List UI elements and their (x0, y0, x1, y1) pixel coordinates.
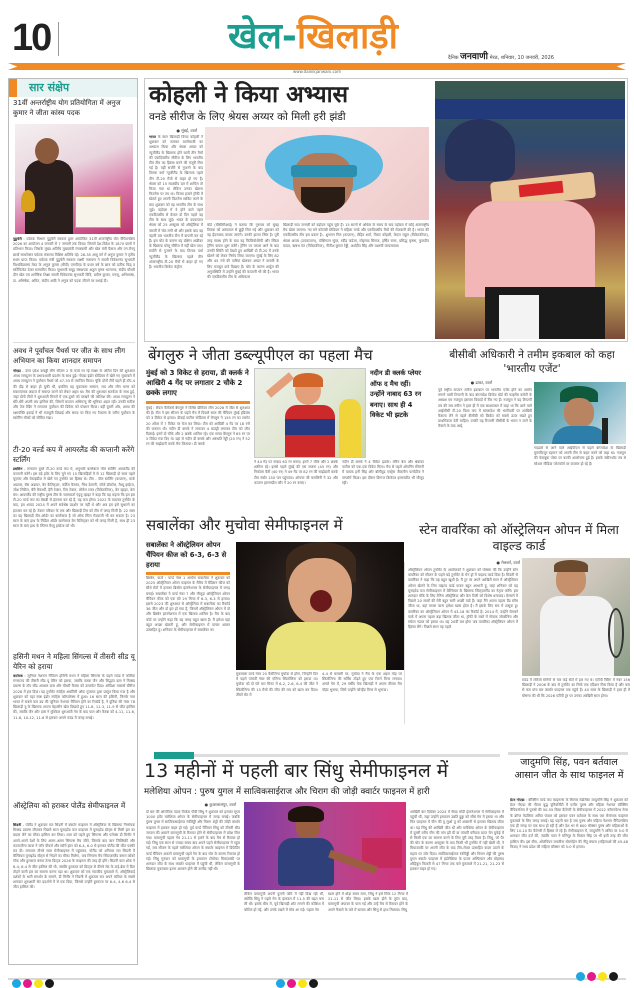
bcb-headline[interactable]: बीसीबी अधिकारी ने तमीम इकबाल को कहा 'भारतीय एजेंट' (449, 349, 615, 375)
jadumani-body: ग्रेटर नोएडा : बॉक्सिंग वर्ल्ड कप फाइनल्स के सिल्वर मेडलिस्ट जादुमणि सिंह ने शुक्रवार को ग्रेटर नोएडा की गौतम बुद्ध यूनिवर्सिटी में एलीट पुरुष और महिला नेशनल बॉक्सिंग चैंपियनशिप में पुरुषों की 50-55 किग्रा कैटेगरी के सेमीफाइनल में 2022 कॉमनवेल्थ गेम्स के ब्रॉन्ज मेडलिस्ट अमित पंघाल को हराकर पवन बर्तवाल के साथ एक रोमांचक फाइनल मुकाबले के लिए जगह बनाई। यह पहली बार है जब पुरुष और महिला नेशनल चैंपियनशिप एक ही जगह पर एक साथ हो रही हैं और देश भर से 600 बॉक्सर पुरुष और महिलाओं के लिए 10-10 वेट कैटेगरी में हिस्सा ले रहे हैं। सेमीफाइनल में, जादुमणि ने अमित पर 5:0 से शानदार जीत दर्ज की, जबकि पवन ने मणिपुर के विक्टर सिंह पर भी इसी तरह की जीत हासिल की। इस बीच, ओलंपियन लवलीना बोरगोहेन की नीतू घंघास (महिलाओं की 45-48 किग्रा) ने मध्य प्रदेश की महिला बॉक्सर को 5:0 से हराया। (510, 798, 628, 849)
sabalenka-story (144, 512, 400, 724)
jadumani-dateline: ग्रेटर नोएडा (510, 798, 525, 802)
sidebar-story-3-body: डबलिन - लगातार दूसरे टी-20 वर्ल्ड कप में, अनुभवी बल्लेबाज पॉल स्टर्लिंग आयरलैंड की कप्तानी करेंगे। इस बड़े इवेंट के लिए चुने गए 15 खिलाड़ियों में से 12 खिलाड़ी दो साल पहले यूएसए और वेस्टइंडीज में खेले गए टूर्नामेंट का हिस्सा थे। टीम - पॉल स्टर्लिंग (कप्तान), मार्क अडायर, रॉस अडायर, बेन कैलिट्ज़र, कर्टिस कैम्फर, गैरेथ डेलानी, जॉर्ज डॉकरेल, मैथ्यू हम्फ्रेज, जोश लिटिल, बैरी मैकार्थी, हैरी टेक्टर, टिम टेक्टर, लोर्कन टकर (विकेटकीपर), बेन व्हाइट, क्रेग यंग। आयरलैंड की राष्ट्रीय पुरुष टीम के चयनकर्ता एंड्रयू व्हाइट ने कहा कि यह कहना कि हम इस टी-20 वर्ल्ड कप का बेसब्री से इंतजार कर रहे हैं, यह कम होगा। 2022 के यादगार टूर्नामेंट के बाद, हम शायद 2024 में अपने सर्वश्रेष्ठ प्रदर्शन पर नहीं थे और अब हम इसे सुधारने का इंतजार कर रहे हैं। टेक्टर परिवार के एक और खिलाड़ी टिम को टीम में जगह मिली है। 22 साल का यह खिलाड़ी टीम-ऑर्डर का बल्लेबाज है जो ऑफ स्पिन गेंदबाजी भी कर सकता है। 23 साल के बाएं हाथ के मिडिल ऑर्डर बल्लेबाज बेन कैलिट्ज़र को भी जगह मिली है, साथ ही 23 साल के बाएं हाथ के स्पिनर मैथ्यू हम्फ्रेज को भी। (13, 467, 135, 529)
sidebar-divider (13, 342, 135, 343)
photo-mouth (310, 590, 332, 612)
bcb-photo-caption: गाइडर्स से आने वाले आईपीएल से पहले बांग्लादेश के खिलाड़ी मुस्तफिजुर रहमान को अपनी टीम से बाहर करने को कहा था। नजमुल की फेसबुक पोस्ट पर काफी आलोचना हुई है। इसके स्क्रीनशॉट तब से सोशल मीडिया प्लेटफॉर्म पर वायरल हो रहे हैं। (534, 446, 626, 466)
registration-dots-middle (276, 973, 320, 988)
sindhu-byline-text: कुआलालंपुर, वार्ता (209, 802, 236, 807)
sabalenka-subheadline-underline (146, 572, 230, 575)
sabalenka-photo (236, 542, 404, 670)
sidebar-story-4-text: जूनियर नेशनल चैंपियन हसिनी मथन ने महिला सिंगल्स के पहले राउंड में कोरिया गणराज्य की तीसरी सीड यू येरिन को हराया, जबकि पलक जैन और सिद्धांत दास ने मिक्स्ड डबल्स के टॉप सीड अवधार दास और चौधरी कैरबा को उलटफेर दिया। ओडिशा मास्टर्स सीरीज 2026 में हार दिया। यह टूर्नामेंट स्पोर्ट्स अथॉरिटी ऑफ गुजरात द्वारा प्रस्तुत किया गया है और शुक्रवार को यहां स्पष्ट इंडोर स्पोर्ट्स कॉम्पलेक्स में हुआ। 16 साल की हसिनी, जिनके नाम भारत में सबसे कम उम्र की जूनियर नेशनल चैंपियन होने का रिकॉर्ड है, ने दुनिया की नंबर 78 खिलाड़ी यू के खिलाफ अपना बेहतरीन खेल दिखाते हुए 11-8, 11-3, 11-9 से जीत हासिल की, जबकि जैन और दास ने मुश्किल शुरुआती गेम के बाद पाल और कैरबा को 4-11, 11-6, 11-8, 10-12, 11-6 से हराकर अगले राउंड में जगह बनाई। (13, 674, 135, 720)
paper-prefix: दैनिक (448, 55, 459, 61)
sidebar-header-accent (9, 79, 17, 97)
black-dot (609, 972, 618, 981)
sidebar-story-5-dateline: सिडनी (13, 823, 22, 827)
registration-dots-right (576, 966, 620, 985)
section-title-part2: खिलाड़ी (296, 16, 398, 57)
photo-shirt (266, 622, 386, 670)
sindhu-photo (244, 802, 406, 890)
photo-player-jersey-band (285, 419, 335, 435)
masthead (0, 0, 634, 76)
wawrinka-byline-text: मेलबर्न, वार्ता (501, 560, 520, 565)
section-title-part1: खेल- (228, 16, 297, 57)
sindhu-byline (146, 802, 236, 808)
magenta-dot (587, 972, 596, 981)
photo-figure-head (35, 138, 59, 164)
dateline: मेरठ, शनिवार, 10 जनवरी, 2026 (489, 55, 554, 61)
bcb-byline (438, 380, 492, 386)
sidebar-story-1-body: पुडुचेरी - पर्यटक विभाग पुडुचेरी सरकार द्वारा आयोजित 31वीं अन्तर्राष्ट्रीय योग चैंपियनशिप 2026 का आयोजन 4 जनवरी से 7 जनवरी तक किया। जिसमें देश-विदेश के 1870 छात्रों ने प्रतिभाग किया। जिसके मुख्य अतिथि मुख्यमंत्री रंगास्वामी और खेल मंत्री फैसल और एन.मैनपू छात्रों साथरेक्टर पर्यटक मंत्रालय विशिष्ट अतिथि रहे। 28-35 आयु वर्ग में अनुज कुमार ने तृतीय स्थान प्राप्त किया। पर्यटक मंत्री पुडुचेरी सरकार लक्ष्मी नारायण ने स्वामी विवेकानंद सुभारती विश्वविद्यालय मेरठ के अनुज कुमार (बीपी) एमपीएड के प्रथम वर्ष के छात्र को प्रतीक चिह्न व सर्टिफिकेट देकर सम्मानित किया। सुभारती समूह संस्थापक अतुल कृष्ण भटनागर, संदीप चौधरी डीन खेल एवं शारीरिक शिक्षा स्वामी विवेकानंद सुभारती विवि, प्रवीण कुमार, मनसू, अभिलाषा, डा. अभिषेक, अमित, संदीप आदि ने अनुज को पदक जीतने पर बधाई दी। (13, 237, 135, 283)
wpl-body-col1: मुंबई : रॉयल चैलेंजर्स बेंगलुरु ने विमेंस प्रीमियर लीग 2026 में जीत से शुरुआत की है। टीम ने इस सीजन के पहले मैच में पिछले साल की चैंपियन मुंबई इंडियंस को 3 विकेट से हराया। डीवाई पाटील स्टेडियम में बेंगलुरु ने 155 रन का टारगेट 20 ओवर में 7 विकेट पर चेज कर लिया। टीम को आखिरी 4 गेंद पर 18 रनों की जरूरत थी। नदीन डी क्लर्क ने लगातार 4 बाउंड्री लगाकर टीम को जीत दिलाई। इनमें दो चौके और 2 छक्के शामिल रहे। एक समय बेंगलुरु ने 65 रन पर 5 विकेट गंवा दिए थे। यहां से नदीन डी क्लर्क और अरुंधति रेड्डी (20 रन) ने 52 रन की साझेदारी करके मैच जिताया। डी क्लर्क (146, 406, 250, 447)
wpl-photo (254, 368, 366, 458)
section-title (228, 14, 398, 60)
photo-trophy (21, 190, 35, 212)
sidebar-story-5-text: पोलैंड ने शुक्रवार रात सिडनी में क्वार्टर फाइनल में ऑस्ट्रेलिया के खिलाफ निर्णायक मिक्स्ड डबल्स जीतकर पिछले साल यूनाइटेड कप फाइनल में यूनाइटेड स्टेट्स से मिली हार का बदला लेने का मौका हासिल कर लिया। शाम को पहले हुए सिंगल्स और एलेक्स डी मिनौर ने अपने-अपने देशों के लिए अलग-अलग सिंगल्स मैच जीते, जिसके बाद जान जिलिंस्की और कटारज़ीना कावा ने जॉन पीयर्स और स्टॉर्म हंटर को 6-4, 6-0 से हराकर पोलैंड की जीत पक्की कर दी। लगातार तीसरे साल सेमीफाइनल में पहुंचकर, पोलैंड को शनिवार रात सिडनी में बेल्जियम यूनाइटेड स्टेट्स से भिड़ने का मौका मिलेगा, जब सिंगल्स मैच स्विटज़रलैंड बनाम कोको गॉफ और हुरकाज बनाम टेलर फ्रिट्ज़ 2026 के फाइनल की तरह ही होंगे। सिडनी वाल शोक ने 6-4, 6-4 से जीत हासिल की थी, जबकि हुरकाज को फ्रिट्ज़ से तीसरे सेट के टाई-ब्रेक में दिल तोड़ने वाली हार का सामना करना पड़ा था। शुक्रवार को एक नाटकीय मुकाबले में, ऑस्ट्रेलियाई दर्शकों के भारी समर्थन के सामने, डी मिनौर ने सिडनी में शुक्रवार रात अपने करियर के सबसे शानदार शुरुआती सेट प्रदर्शनों में से एक दिया, जिससे उन्होंने हुरकाज पर 6-4, 4-6 6-4 से जीत हासिल की। (13, 823, 135, 890)
photo-player-hair (293, 373, 323, 387)
page-number-divider (58, 22, 59, 56)
yellow-dot (34, 979, 43, 988)
lead-body-col2: बोर्ड (बीसीसीआई) ने बताया कि गुरुवार को सुबह तिलक को अस्पताल से छुट्टी मिल गई और शुक्रवार को वह हैदराबाद वापस जाएंगे। उनकी हालत स्थिर है। पूरी तरह स्वस्थ होने के बाद वह फिजियोथेरेपी और स्किल ट्रेनिंग वापस शुरू करेंगे। ट्रेनिंग पर वापस आने के बाद उनकी स्थिति को देखते हुए आखिरी दो टी-20 में उनके खेलने को लेकर निर्णय लिया जाएगा। मुंबई के लिए 82 और 45 रनों की पारियां खेलकर अय्यर ने वापसी के लिए मजबूत दावे दिखाए हैं। चोट के कारण शार्दुल की अनुपस्थिति में उन्होंने मुंबई की कप्तानी भी की है। भारत की एकदिवसीय टीम के अधिकतर (207, 223, 279, 280)
wpl-photo-caption: नदीन डी क्लर्क प्लेयर ऑफ द मैच रहीं। उन्होंने नाबाद 63 रन बनाए। साथ ही 4 विकेट भी झटके (370, 369, 422, 419)
sidebar-story-1-text: पर्यटक विभाग पुडुचेरी सरकार द्वारा आयोजित 31वीं अन्तर्राष्ट्रीय योग चैंपियनशिप 2026 का आयोजन 4 जनवरी से 7 जनवरी तक किया। जिसमें देश-विदेश के 1870 छात्रों ने प्रतिभाग किया। जिसके मुख्य अतिथि मुख्यमंत्री रंगास्वामी और खेल मंत्री फैसल और एन.मैनपू छात्रों साथरेक्टर पर्यटक मंत्रालय विशिष्ट अतिथि रहे। 28-35 आयु वर्ग में अनुज कुमार ने तृतीय स्थान प्राप्त किया। पर्यटक मंत्री पुडुचेरी सरकार लक्ष्मी नारायण ने स्वामी विवेकानंद सुभारती विश्वविद्यालय मेरठ के अनुज कुमार (बीपी) एमपीएड के प्रथम वर्ष के छात्र को प्रतीक चिह्न व सर्टिफिकेट देकर सम्मानित किया। सुभारती समूह संस्थापक अतुल कृष्ण भटनागर, संदीप चौधरी डीन खेल एवं शारीरिक शिक्षा स्वामी विवेकानंद सुभारती विवि, प्रवीण कुमार, मनसू, अभिलाषा, डा. अभिषेक, अमित, संदीप आदि ने अनुज को पदक जीतने पर बधाई दी। (13, 237, 135, 283)
photo-jersey (465, 201, 595, 297)
wpl-subheadline: मुंबई को 3 विकेट से हराया, डी क्लर्क ने आखिरी 4 गेंद पर लगातार 2 चौके 2 छक्के लगाए (146, 369, 249, 397)
sidebar-story-4-body: कटोरक : जूनियर नेशनल चैंपियन हसिनी मथन ने महिला सिंगल्स के पहले राउंड में कोरिया गणराज्य की तीसरी सीड यू येरिन को हराया, जबकि पलक जैन और सिद्धांत दास ने मिक्स्ड डबल्स के टॉप सीड अवधार दास और चौधरी कैरबा को उलटफेर दिया। ओडिशा मास्टर्स सीरीज 2026 में हार दिया। यह टूर्नामेंट स्पोर्ट्स अथॉरिटी ऑफ गुजरात द्वारा प्रस्तुत किया गया है और शुक्रवार को यहां स्पष्ट इंडोर स्पोर्ट्स कॉम्पलेक्स में हुआ। 16 साल की हसिनी, जिनके नाम भारत में सबसे कम उम्र की जूनियर नेशनल चैंपियन होने का रिकॉर्ड है, ने दुनिया की नंबर 78 खिलाड़ी यू के खिलाफ अपना बेहतरीन खेल दिखाते हुए 11-8, 11-3, 11-9 से जीत हासिल की, जबकि जैन और दास ने मुश्किल शुरुआती गेम के बाद पाल और कैरबा को 4-11, 11-6, 11-8, 10-12, 11-6 से हराकर अगले राउंड में जगह बनाई। (13, 674, 135, 720)
photo-player-arm (266, 372, 294, 397)
wawrinka-body-col2: राउंड में लोरेंजो सोनेगो से चार कड़े सेटों में हार गए थे। एटीपी रैंकिंग में नंबर 156 खिलाड़ी ने 2006 के बाद से टूर्नामेंट का सिर्फ एक एडिशन मिस किया है और कम से कम पांच बार क्वार्टर फाइनल तक पहुंचे हैं। 40 साल के खिलाड़ी ने हाल ही में घोषणा की थी कि 2026 एटीपी टूर पर उनका आखिरी साल होगा। (522, 678, 630, 698)
photo-helmet (445, 119, 515, 181)
sidebar-story-2-dateline: नोएडा (13, 369, 21, 373)
magenta-dot (287, 979, 296, 988)
lead-photo-iyer (205, 127, 429, 220)
registration-dots-left (12, 973, 56, 988)
lead-body-lead: भारत (149, 135, 156, 139)
wawrinka-body-col1: ऑस्ट्रेलियन ओपन टूर्नामेंट के आयोजकों ने शुक्रवार को घोषणा की कि उन्होंने स्टेन वावरिंका को सीजन के पहले बड़े टूर्नामेंट के मेन ड्रॉ में वाइल्ड कार्ड दिया है। सिडनी से वावरिंका ने कहा कि यह बहुत खुशी है। मैं टूर पर अपने आखिरी साल में ऑस्ट्रेलियन ओपन खेलने के लिए वाइल्ड कार्ड पाकर बहुत आभारी हूं, जहां शनिवार को यह यूनाइटेड कप सेमीफाइनल में बेल्जियम के खिलाफ स्विट्ज़रलैंड का नेतृत्व करेंगे। इस शानदार मौके के लिए टेनिस ऑस्ट्रेलिया और क्रेग टिली को विशेष धन्यवाद। मेलबर्न में पिछले 20 सालों की मेरी बहुत सारी अच्छी यादें हैं। जहां मैंने अपना पहला ग्रैंड स्लैम जीता था, वहां वापस जाना हमेशा खास होता है। मैं इसके लिए सच में उत्सुक हूं। वावरिंका का ऑस्ट्रेलियन ओपन में 43-18 का रिकॉर्ड है। 2014 में, उन्होंने मेलबर्न पार्क में अपना पहला बड़ा खिताब जीता था, ट्रॉफी के रास्ते में नोवाक जोकोविच और राफेल नडाल को हराया था। यह 20वीं बार होगा जब वावरिंका ऑस्ट्रेलियन ओपन में हिस्सा लेंगे। पिछले साल वह पहले (408, 568, 518, 630)
sindhu-body-col4: आखिरी बार दिसंबर 2024 में सैयद मोदी इंटरनेशनल में सेमीफाइनल में पहुंची थीं, जहां उन्होंने हमवतन उन्नति हुड्डा को सीधे गेम में हराया था और फिर फाइनल में चीन की वू लुओ यू को आसानी से हराकर खिताब जीता था। यह सिंधु की आखिरी जीत थी और मलेशिया ओपन के सेमीफाइनल में दूसरी वरीय चीन की वांग झी यी या पांचवीं वरीयता प्राप्त चेन युफेई में से किसी एक का सामना करने के लिए पूरी तरह तैयार हैं। सिंधु, जो पैर की चोट के कारण अक्टूबर के बाद किसी भी टूर्नामेंट में नहीं खेली थीं, ने मियाज़ाकी पर अपनी जीत के बाद टीम-लेवल उत्साहित कदम उठाने के महत्व पर जोर दिया। सात्विकसाईराज रंकीरेड्डी और चिराग शेट्टी की पुरुष युगल क्वार्टर फाइनल में इंडोनेशिया के फजर अल्फियान और मोहम्मद शोहिबुल फिकरी से 47 मिनट तक चले मुकाबले में 21-21, 21-23 से हारकर बाहर हो गए। (410, 810, 504, 872)
wawrinka-byline (458, 560, 520, 566)
sidebar-story-2-headline[interactable]: अवध ने पूर्वांचल पैंथर्स पर जीत के साथ लीग अभियान का किया शानदार समापन (13, 347, 126, 365)
bcb-byline-text: ढाका, वार्ता (475, 380, 492, 385)
yellow-dot (298, 979, 307, 988)
lead-byline (149, 128, 197, 134)
wawrinka-headline[interactable]: स्टेन वावरिंका को ऑस्ट्रेलियन ओपन में मिला वाइल्ड कार्ड (419, 522, 619, 553)
photo-pad (499, 295, 539, 339)
sidebar-story-4-dateline: कटोरक (13, 674, 23, 678)
website-url[interactable]: www.dainikjanwani.com (292, 69, 342, 74)
cyan-dot (576, 972, 585, 981)
photo-teammate (339, 399, 361, 458)
sindhu-body-col3: खत्म होने में थोड़ा समय लगा, सिंधु ने इसे सिर्फ 12 मिनट में 21-11 से जीत लिया। इसके खत्म होने के तुरंत बाद, यामागुची अंपायर के पास गईं और उन्हें मैच से रिटायर होने के अपने फैसले के बारे में बताया और सिंधु से हाथ मिलाया। सिंधु (328, 892, 408, 912)
wpl-story (144, 344, 424, 514)
black-dot (45, 979, 54, 988)
yellow-dot (598, 972, 607, 981)
sidebar-story-1-dateline: पुडुचेरी (13, 237, 22, 241)
photo-dress (278, 838, 334, 886)
cyan-dot (12, 979, 21, 988)
photo-microphone (602, 418, 608, 444)
bullet-icon: ● (470, 380, 475, 385)
column-divider (404, 562, 405, 724)
lead-body-col1-text: के स्टार खिलाड़ी विराट कोहली ने शुक्रवार को जमकर बल्लेबाजी का अभ्यास किया और श्रेयस अय्यर को न्यूजीलैंड के खिलाफ होने वाली तीन मैचों की एकदिवसीय सीरीज के लिए भारतीय टीम टीम का हिस्सा बनने की मंजूरी मिल गई है। वहीं सर्जरी से गुजरने के बाद तिलक वर्मा न्यूजीलैंड के खिलाफ पहले तीन टी-20 मैचों से बाहर हो गए हैं। श्रेयस को 15 सदस्यीय दल में शामिल तो किया गया था लेकिन उनका खेलना फिटनेस पर तय था। विजय हजारे ट्रॉफी में खेलते हुए अपनी फिटनेस साबित करने के बाद शुक्रवार को वह भारतीय टीम के साथ जुड़े। वड़ोदरा में वे होने वाले पहले एकदिवसीय से केवल दो दिन पहले वह टीम के साथ जुड़े। भारत के उपकप्तान श्रेयस को 25 अक्टूबर को ऑस्ट्रेलिया में पसली में चोट लगी थी और इसके बाद वह पहली बार भारतीय टीम में वापसी कर रहे हैं। इस चोट के कारण वह दक्षिण अफ्रीका के खिलाफ घरेलू सीरीज में नहीं खेल पाए। सर्जरी से गुजरने के बाद तिलक वर्मा न्यूजीलैंड के खिलाफ पहले तीन अंतरराष्ट्रीय टी-20 मैचों से बाहर हो गए हैं। भारतीय क्रिकेट कंट्रोल (149, 135, 203, 270)
wawrinka-story (408, 522, 630, 724)
lead-subheadline: वनडे सीरीज के लिए श्रेयस अय्यर को मिली हरी झंडी (149, 111, 346, 123)
sabalenka-headline[interactable]: सबालेंका और मुचोवा सेमीफाइनल में (146, 516, 343, 534)
sindhu-divider (194, 754, 500, 757)
photo-certificate (75, 196, 121, 228)
bullet-icon: ● (204, 802, 209, 807)
lead-photo-kohli (435, 81, 625, 339)
wpl-body-col2: ने 44 गेंद पर नाबाद 63 रन बनाए। इनमें 7 चौके और 2 छक्के शामिल रहे। इससे पहले मुंबई की एस सजना (45 रन) और निकोला कैरी (40 रन) ने 49 गेंद पर 82 रन की साझेदारी करके टीम स्कोर 150 पार पहुंचाया। ओपनर जी कमलिनी ने 32 और कप्तान हरमनप्रीत कौर ने 20 रन बनाए। (254, 460, 338, 485)
black-dot (309, 979, 318, 988)
sidebar-header (9, 79, 137, 97)
photo-sunglasses (291, 165, 357, 177)
jadumani-divider (508, 752, 628, 755)
sidebar-story-3-text: लगातार दूसरे टी-20 वर्ल्ड कप में, अनुभवी बल्लेबाज पॉल स्टर्लिंग आयरलैंड की कप्तानी करेंगे। इस बड़े इवेंट के लिए चुने गए 15 खिलाड़ियों में से 12 खिलाड़ी दो साल पहले यूएसए और वेस्टइंडीज में खेले गए टूर्नामेंट का हिस्सा थे। टीम - पॉल स्टर्लिंग (कप्तान), मार्क अडायर, रॉस अडायर, बेन कैलिट्ज़र, कर्टिस कैम्फर, गैरेथ डेलानी, जॉर्ज डॉकरेल, मैथ्यू हम्फ्रेज, जोश लिटिल, बैरी मैकार्थी, हैरी टेक्टर, टिम टेक्टर, लोर्कन टकर (विकेटकीपर), बेन व्हाइट, क्रेग यंग। आयरलैंड की राष्ट्रीय पुरुष टीम के चयनकर्ता एंड्रयू व्हाइट ने कहा कि यह कहना कि हम इस टी-20 वर्ल्ड कप का बेसब्री से इंतजार कर रहे हैं, यह कम होगा। 2022 के यादगार टूर्नामेंट के बाद, हम शायद 2024 में अपने सर्वश्रेष्ठ प्रदर्शन पर नहीं थे और अब हम इसे सुधारने का इंतजार कर रहे हैं। टेक्टर परिवार के एक और खिलाड़ी टिम को टीम में जगह मिली है। 22 साल का यह खिलाड़ी टीम-ऑर्डर का बल्लेबाज है जो ऑफ स्पिन गेंदबाजी भी कर सकता है। 23 साल के बाएं हाथ के मिडिल ऑर्डर बल्लेबाज बेन कैलिट्ज़र को भी जगह मिली है, साथ ही 23 साल के बाएं हाथ के स्पिनर मैथ्यू हम्फ्रेज को भी। (13, 467, 135, 529)
jadumani-story (510, 756, 628, 966)
photo-shirt (540, 596, 614, 676)
sindhu-subheadline: मलेशिया ओपन : पुरुष युगल में सात्विकसाईराज और चिराग की जोड़ी क्वार्टर फाइनल में हारी (144, 787, 430, 797)
sindhu-headline[interactable]: 13 महीनों में पहली बार सिंधु सेमीफाइनल में (144, 760, 449, 782)
sidebar-title: सार संक्षेप (29, 81, 70, 94)
sindhu-body-col1: दो बार की ओलंपिक पदक विजेता पीवी सिंधु ने शुक्रवार को हराकर सुपर 1000 इवेंट मलेशिया ओपन के सेमीफाइनल में जगह बनाई। जबकि पुरुष युगल में सात्विकसाईराज रंकीरेड्डी और चिराग शेट्टी की जोड़ी क्वार्टर फाइनल में हारकर बाहर हो गई। पूर्व वर्ल्ड चैंपियन सिंधु को तीसरी सीड जापान की अकाने यामागुची के रिटायर होने से सेमीफाइनल में प्रवेश मिल गया। यामागुची पहला गेम 21-11 से हारने के बाद मैच से रिटायर हो गईं। सिंधु एक साल से ज्यादा समय बाद अपने पहले सेमीफाइनल में पहुंच गईं, जब सीजन के पहले मलेशिया ओपन के क्वार्टर फाइनल में डिफेंडिंग वर्ल्ड चैंपियन अकाने यामागुची पहले गेम के बाद चोट के कारण रिटायर हो गईं। सिंधु गुरुवार को यामागुची के हमवतन टोमोका मियाज़ाकी पर शानदार जीत के साथ क्वार्टर फाइनल में पहुंची थीं, लेकिन यामागुची के खिलाफ मुकाबला इतना आसान होने की उम्मीद नहीं थी। (146, 810, 240, 872)
sabalenka-subheadline: सबालेंका ने ऑस्ट्रेलियन ओपन चैंपियन कीज को 6-3, 6-3 से हराया (146, 541, 227, 569)
sabalenka-body-col2: मुकाबला वर्ल्ड नंबर 20 कैरोलिना मुचोवा से होगा, जिन्होंने दिन में पहले पांचवीं नंबर की एलिना स्वितोलिना को हराया था। मुचोवा को दो घंटे चार मिनट में 6-2, 2-6, 6-4 की जीत ने स्वितोलिना की 13 मैचों की जीत की लय को खत्म कर दिया। तीसरे सेट में (236, 672, 318, 697)
jadumani-headline[interactable]: जादुमणि सिंह, पवन बर्तवाल आसान जीत के साथ फाइनल में (514, 757, 624, 781)
photo-net-banner (435, 99, 625, 119)
jadumani-body-text: बॉक्सिंग वर्ल्ड कप फाइनल्स के सिल्वर मेडलिस्ट जादुमणि सिंह ने शुक्रवार को ग्रेटर नोएडा की गौतम बुद्ध यूनिवर्सिटी में एलीट पुरुष और महिला नेशनल बॉक्सिंग चैंपियनशिप में पुरुषों की 50-55 किग्रा कैटेगरी के सेमीफाइनल में 2022 कॉमनवेल्थ गेम्स के ब्रॉन्ज मेडलिस्ट अमित पंघाल को हराकर पवन बर्तवाल के साथ एक रोमांचक फाइनल मुकाबले के लिए जगह बनाई। यह पहली बार है जब पुरुष और महिला नेशनल चैंपियनशिप एक ही जगह पर एक साथ हो रही हैं और देश भर से 600 बॉक्सर पुरुष और महिलाओं के लिए 10-10 वेट कैटेगरी में हिस्सा ले रहे हैं। सेमीफाइनल में, जादुमणि ने अमित पर 5:0 से शानदार जीत दर्ज की, जबकि पवन ने मणिपुर के विक्टर सिंह पर भी इसी तरह की जीत हासिल की। इस बीच, ओलंपियन लवलीना बोरगोहेन की नीतू घंघास (महिलाओं की 45-48 किग्रा) ने मध्य प्रदेश की महिला बॉक्सर को 5:0 से हराया। (510, 798, 628, 849)
photo-shirt (552, 426, 608, 444)
sidebar-story-3-headline[interactable]: टी-20 वर्ल्ड कप में आयरलैंड की कप्तानी करेंगे स्टर्लिंग (13, 445, 135, 464)
bullet-icon: ● (176, 128, 180, 133)
photo-beard (301, 187, 345, 213)
sabalenka-body-col1: ब्रिस्बेन, वार्ता : वर्ल्ड नंबर 1 आर्यना सबालेंका ने शुक्रवार को 2025 ऑस्ट्रेलियन ओपन फाइनल के रीमैच में मैडिसन कीज को सीधे सेटों में हराकर ब्रिस्बेन इंटरनेशनल के सेमीफाइनल में जगह बनाई। सबालेंका ने वर्ल्ड नंबर 7 और मौजूदा ऑस्ट्रेलियन ओपन चैंपियन कीज को एक घंटे 29 मिनट में 6-3, 6-3 से हराया। इससे 2023 की शुरुआत से ऑस्ट्रेलिया में सबालेंका का रिकॉर्ड 36 जीत और दो हार हो गया है, जिसमें ऑस्ट्रेलियन ओपन में दो और ब्रिस्बेन इंटरनेशनल में एक खिताब शामिल है। मैच के बाद कोर्ट पर उन्होंने कहा कि यह जगह बहुत खास है। मैं हमेशा यहां बहुत अच्छा खेलती हूं, और सेमीफाइनल में वापस आकर उत्साहित हूं। शनिवार के सेमीफाइनल में सबालेंका का (146, 576, 230, 633)
bcb-photo (534, 382, 626, 444)
photo-hair (554, 560, 588, 572)
wpl-headline[interactable]: बेंगलुरु ने जीता डब्ल्यूपीएल का पहला मैच (148, 346, 373, 364)
bullet-icon: ● (496, 560, 500, 565)
magenta-dot (23, 979, 32, 988)
sidebar-story-4-headline[interactable]: हसिनी मथन ने महिला सिंगल्स में तीसरी सीड यू येरिन को हराया (13, 652, 135, 671)
photo-racket (608, 608, 624, 658)
lead-story (144, 78, 628, 342)
cyan-dot (276, 979, 285, 988)
lead-body-col3: खिलाड़ी सात जनवरी को वड़ोदरा पहुंच चुके हैं। 15 सालों से अधिक के समय के बाद वड़ोदरा में कोई अंतरराष्ट्रीय मैच खेला जाएगा। नए बने कोटांबी स्टेडियम ने महिला वनडे और एकदिवसीय मैचों की मेजबानी की है। भारत की एकदिवसीय टीम इस प्रकार है:- शुभमन गिल (कप्तान), रोहित शर्मा, विराट कोहली, केएल राहुल (विकेटकीपर), श्रेयस अय्यर (उपकप्तान), वॉशिंगटन सुंदर, रवींद्र जडेजा, मोहम्मद सिराज, हर्षित राणा, प्रसिद्ध कृष्णा, कुलदीप यादव, ऋषभ पंत (विकेटकीपर), नीतीश कुमार रेड्डी, अर्शदीप सिंह और यशस्वी जायसवाल। (283, 223, 429, 248)
wawrinka-photo (522, 558, 630, 676)
lead-body-col1 (149, 135, 203, 339)
sabalenka-body-col3: 4-4 से बराबरी पर, मुचोवा ने मैच के एक अहम मोड़ पर स्वितोलिना की सर्विस तोड़ते हुए एक रिटर्न विनर लगाया। अगले गेम में, 29 वर्षीय चेक खिलाड़ी ने अपना तीसरा मैच पॉइंट भुनाया, जिसे उन्होंने फोरहैंड विनर से भुनाया। (322, 672, 402, 692)
paper-name: जनवाणी (460, 52, 489, 62)
sidebar (8, 78, 138, 965)
wpl-subheadline-underline (146, 401, 250, 404)
wpl-body-col3: नदीन डी क्लर्क ने 4 विकेट झटके। लॉरेन बेल और श्रेयांका पाटील को एक-एक विकेट मिला। मैच से पहले ओपनिंग सेरेमनी में यायक हनी सिंह और बॉलीवुड एक्ट्रेस जैकलीन फर्नांडीज ने परफॉर्म किया। इस दौरान दिग्गज क्रिकेटर हरमनप्रीत भी मौजूद रहीं। (342, 460, 424, 485)
sindhu-body-col2: लेकिन यामागुची अपनी पुरानी फॉर्म में नहीं दिख रही थीं, क्योंकि सिंधु ने पहले गेम के इंटरवल में 11-5 की बढ़त बना ली थी। इसके बीच में, पूर्व खिलाड़ी शॉट लगाने की कोशिश में चोटिल हो गईं, और उनके टखने में मोच आ गई। पहला गेम (244, 892, 324, 912)
sidebar-story-2-text: उत्तर प्रदेश कबड्डी लीग सीज़न 2 के कार्य रत रहे साक्षा के अंतिम दिन की शुरुआत अवध रामदूतन के प्रभावशाली प्रदर्शन के साथ हुई। नोएडा इंडोर स्टेडियम में खेले गए मुकाबले में अवध रामदूतन ने पूर्वांचल पैंथर्स को 47-33 से पराजित किया। चूंकि दोनों टीमें पहले ही टॉप-4 की दौड़ से बाहर हो चुकी थीं, इसलिए यह मुकाबला सम्मान, लय और लीग चरण को सकारात्मक अंदाज में समाप्त करने को लेकर अहम था। मैच की शुरुआत सतर्कता के साथ हुई, जहां दोनों टीमों ने शुरुआती मिनटों में एक-दूसरे को परखने की कोशिश की। अवध रामदूतन ने धीरे-धीरे अपनी लय हासिल की, जिसमें कप्तान अभिमन्यु की भूमिका अहम रही। उनकी सटीक और तेज रेडिंग ने लगातार पूर्वांचल की डिफेंस को परेशान किया। वहीं दूसरी ओर, अवध की रक्षापंक्ति इकाई ने भी मजबूती दिखाई और समय पर किए गए टैकल्स के जरिए पूर्वांचल के स्कोरिंग मौकों को सीमित रखा। (13, 369, 135, 420)
sidebar-story-2-body: नोएडा - उत्तर प्रदेश कबड्डी लीग सीज़न 2 के कार्य रत रहे साक्षा के अंतिम दिन की शुरुआत अवध रामदूतन के प्रभावशाली प्रदर्शन के साथ हुई। नोएडा इंडोर स्टेडियम में खेले गए मुकाबले में अवध रामदूतन ने पूर्वांचल पैंथर्स को 47-33 से पराजित किया। चूंकि दोनों टीमें पहले ही टॉप-4 की दौड़ से बाहर हो चुकी थीं, इसलिए यह मुकाबला सम्मान, लय और लीग चरण को सकारात्मक अंदाज में समाप्त करने को लेकर अहम था। मैच की शुरुआत सतर्कता के साथ हुई, जहां दोनों टीमों ने शुरुआती मिनटों में एक-दूसरे को परखने की कोशिश की। अवध रामदूतन ने धीरे-धीरे अपनी लय हासिल की, जिसमें कप्तान अभिमन्यु की भूमिका अहम रही। उनकी सटीक और तेज रेडिंग ने लगातार पूर्वांचल की डिफेंस को परेशान किया। वहीं दूसरी ओर, अवध की रक्षापंक्ति इकाई ने भी मजबूती दिखाई और समय पर किए गए टैकल्स के जरिए पूर्वांचल के स्कोरिंग मौकों को सीमित रखा। (13, 369, 135, 420)
sidebar-story-5-headline[interactable]: ऑस्ट्रेलिया को हराकर पोलैंड सेमीफाइनल में (13, 801, 126, 810)
sindhu-story (144, 758, 504, 968)
photo-hair (288, 806, 324, 822)
photo-face (564, 398, 594, 428)
sidebar-story-5-body: सिडनी - पोलैंड ने शुक्रवार रात सिडनी में क्वार्टर फाइनल में ऑस्ट्रेलिया के खिलाफ निर्णायक मिक्स्ड डबल्स जीतकर पिछले साल यूनाइटेड कप फाइनल में यूनाइटेड स्टेट्स से मिली हार का बदला लेने का मौका हासिल कर लिया। शाम को पहले हुए सिंगल्स और एलेक्स डी मिनौर ने अपने-अपने देशों के लिए अलग-अलग सिंगल्स मैच जीते, जिसके बाद जान जिलिंस्की और कटारज़ीना कावा ने जॉन पीयर्स और स्टॉर्म हंटर को 6-4, 6-0 से हराकर पोलैंड की जीत पक्की कर दी। लगातार तीसरे साल सेमीफाइनल में पहुंचकर, पोलैंड को शनिवार रात सिडनी में बेल्जियम यूनाइटेड स्टेट्स से भिड़ने का मौका मिलेगा, जब सिंगल्स मैच स्विटज़रलैंड बनाम कोको गॉफ और हुरकाज बनाम टेलर फ्रिट्ज़ 2026 के फाइनल की तरह ही होंगे। सिडनी वाल शोक ने 6-4, 6-4 से जीत हासिल की थी, जबकि हुरकाज को फ्रिट्ज़ से तीसरे सेट के टाई-ब्रेक में दिल तोड़ने वाली हार का सामना करना पड़ा था। शुक्रवार को एक नाटकीय मुकाबले में, ऑस्ट्रेलियाई दर्शकों के भारी समर्थन के सामने, डी मिनौर ने सिडनी में शुक्रवार रात अपने करियर के सबसे शानदार शुरुआती सेट प्रदर्शनों में से एक दिया, जिससे उन्होंने हुरकाज पर 6-4, 4-6 6-4 से जीत हासिल की। (13, 823, 135, 890)
sidebar-story-1-headline[interactable]: 31वीं अन्तर्राष्ट्रीय योग प्रतियोगिता में अनुज कुमार ने जीता कांस्य पदक (13, 99, 121, 117)
lead-byline-text: मुंबई, वार्ता (181, 128, 197, 133)
lead-headline[interactable]: कोहली ने किया अभ्यास (149, 82, 349, 108)
bcb-body: पूर्व राष्ट्रीय कप्तान तमीम इकबाल पर भारतीय एजेंट होने का आरोप लगाने वाली टिप्पणी के बाद बांग्लादेश क्रिकेट बोर्ड की फाइनेंस कमेटी के अध्यक्ष एम नजमुल इस्लाम विवादों में घिर गए हैं। नजमुल ने यह टिप्पणी तब की जब तमीम ने हाल ही में एक साक्षात्कार में कहा था कि आने वाले आईसीसी टी-20 विश्व कप में बांग्लादेश की भागीदारी पर आखिरी फैसला लेने से पहले बीसीबी को क्रिकेट को सबसे ऊपर रखते हुए प्राथमिकता देनी चाहिए। उनकी यह टिप्पणी बीसीबी के भारत न जाने के फैसले के बाद आई, (438, 388, 532, 429)
bcb-story (432, 344, 628, 514)
sidebar-story-3-dateline: डबलिन (13, 467, 23, 471)
paper-dateline (448, 52, 554, 63)
sidebar-story-1-photo (15, 124, 133, 234)
page-number: 10 (12, 17, 51, 59)
